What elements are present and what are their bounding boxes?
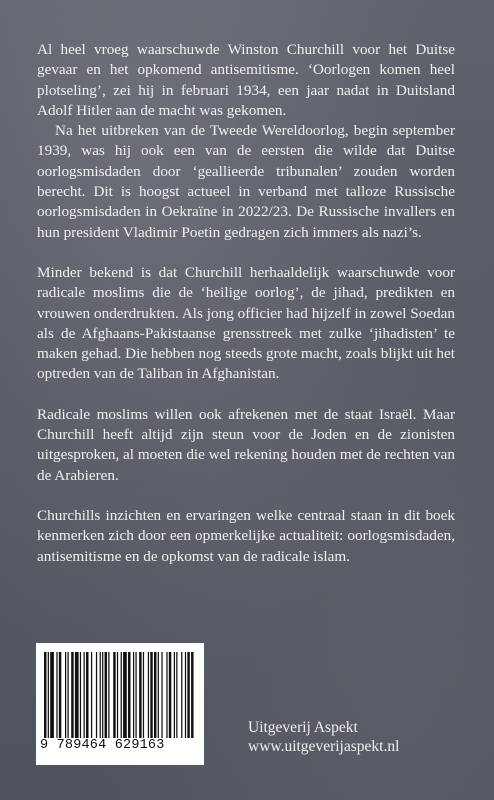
isbn-barcode [36,643,204,765]
barcode-bar [67,652,68,738]
barcode-bar [80,652,81,738]
barcode-bar [56,652,57,738]
publisher-name: Uitgeverij Aspekt [248,719,358,736]
barcode-bar [108,652,109,738]
barcode-bar [102,652,103,738]
barcode-bar [71,652,73,738]
barcode-bar [75,652,79,738]
barcode-bars [44,652,196,738]
blurb-paragraph-1: Al heel vroeg waarschuwde Winston Churchill voor het Duitse gevaar en het opkomend antisemitisme. ‘Oorlogen komen heel plotseling’, zei hij in februari 1934, een jaar nadat in Duitsland Adolf Hitler aan de macht was gekomen. [37,41,455,119]
blurb-paragraph-2: Na het uitbreken van de Tweede Wereldoorlog, begin september 1939, was hij ook een van de eersten die wilde dat Duitse oorlogsmisdaden door ‘geallieerde tribunalen’ zouden worden berecht. Dit is hoogst actueel in verband met talloze Russische oorlogsmisdaden in Oekraïne in 2022/23. De Russische invallers en hun president Vladimir Poetin gedragen zich immers als nazi’s. [37,122,455,241]
barcode-bar [161,652,162,738]
blurb-paragraph-5: Churchills inzichten en ervaringen welke centraal staan in dit boek kenmerken zich door een opmerkelijke actualiteit: oorlogsmisdaden, antisemitisme en de opkomst van de radicale islam. [37,506,455,565]
barcode-bar [139,652,141,738]
barcode-bar [59,652,61,738]
barcode-bar [86,652,88,738]
barcode-bar [96,652,97,738]
barcode-bar [169,652,171,738]
barcode-bar [133,652,134,738]
barcode-bar [121,652,122,738]
barcode-bar [84,652,85,738]
barcode-bar [44,652,46,738]
barcode-bar [65,652,66,738]
blurb-paragraph-4: Radicale moslims willen ook afrekenen met de staat Israël. Maar Churchill heeft altijd zijn steun voor de Joden en de zionisten uitgesproken, al moeten die wel rekening houden met de rechten van de Arabieren. [37,405,455,484]
barcode-bar [113,652,115,738]
blurb-paragraph-3: Minder bekend is dat Churchill herhaaldelijk waarschuwde voor radicale moslims die de ‘heilige oorlog’, de jihad, predikten en vrouwen onderdrukten. Als jong officier had hijzelf in zowel Soedan als de Afghaans-Pakistaanse grensstreek met zulke ‘jihadisten’ te maken gehad. Die hebben nog steeds grote macht, zoals blijkt uit het optreden van de Taliban in Afghanistan. [37,263,455,383]
isbn-number: 9 789464 629163 [40,738,165,753]
barcode-bar [100,652,101,738]
barcode-bar [150,652,152,738]
barcode-bar [185,652,186,738]
barcode-bar [128,652,130,738]
barcode-bar [191,652,193,738]
barcode-bar [148,652,149,738]
barcode-bar [187,652,189,738]
barcode-bar [50,652,54,738]
publisher-website: www.uitgeverijaspekt.nl [248,738,400,755]
barcode-bar [117,652,118,738]
barcode-bar [123,652,127,738]
barcode-bar [91,652,92,738]
barcode-bar [158,652,159,738]
blurb-text [37,40,455,567]
barcode-bar [154,652,156,738]
publisher-info [248,718,399,756]
barcode-bar [181,652,182,738]
barcode-bar [174,652,175,738]
barcode-bar [176,652,177,738]
barcode-bar [166,652,167,738]
barcode-bar [143,652,144,738]
barcode-bar [105,652,107,738]
barcode-bar [48,652,49,738]
barcode-bar [135,652,136,738]
